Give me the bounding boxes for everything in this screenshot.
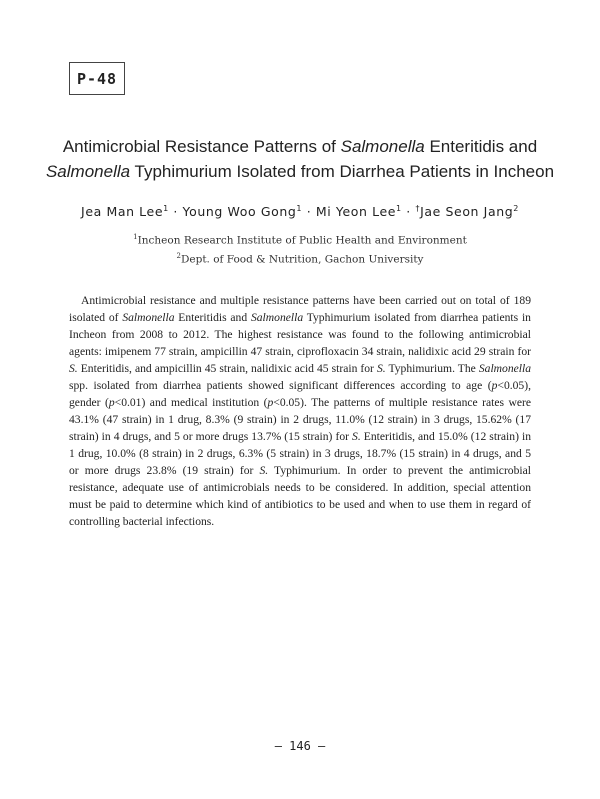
affiliation: $^1$Incheon Research Institute of Public Health and Environment — [133, 233, 467, 247]
author: †Jae Seon Jang$^2$ — [415, 204, 519, 220]
abstract-body: Antimicrobial resistance and multiple resistance patterns have been carried out on total of 189 isolated of Salmonella Enteritidis and Salmonella Typhimurium isolated from diarrhea patients in Incheon from 2008 to 2012. The highest resistance was found to the following antimicrobial agents: imipenem 77 strain, ampicillin 47 strain, ciprofloxacin 34 strain, nalidixic acid 29 strain for S. Enteritidis, and ampicillin 45 strain, nalidixic acid 45 strain for S. Typhimurium. The Salmonella spp. isolated from diarrhea patients showed significant differences according to age (p<0.05), gender (p<0.01) and medical institution (p<0.05). The patterns of multiple resistance rates were 43.1% (47 strain) in 1 drug, 8.3% (9 strain) in 2 drugs, 11.0% (12 strain) in 3 drugs, 15.62% (17 strain) in 4 drugs, and 5 or more drugs 13.7% (15 strain) for S. Enteritidis, and 15.0% (12 strain) in 1 drug, 10.0% (8 strain) in 2 drugs, 6.3% (5 strain) in 3 drugs, 18.7% (15 strain) in 4 drugs, and 5 or more drugs 23.8% (19 strain) for S. Typhimurium. In order to prevent the antimicrobial resistance, adequate use of antimicrobials needs to be considered. In addition, special attention must be paid to determine which kind of antibiotics to be used and when to use them in regard of controlling bacterial infections. — [69, 294, 532, 528]
affiliation: $^2$Dept. of Food & Nutrition, Gachon University — [176, 251, 424, 265]
poster-id-box — [69, 62, 125, 95]
author: Young Woo Gong$^1$ · — [182, 204, 316, 220]
title-text: Enteritidis and — [424, 137, 538, 156]
title-genus: Salmonella — [340, 137, 425, 156]
title-text: Typhimurium Isolated from Diarrhea Patients in Incheon — [130, 162, 555, 181]
page-number: – 146 – — [274, 739, 326, 753]
poster-id: P-48 — [76, 69, 118, 88]
affiliations — [40, 230, 560, 267]
title-genus: Salmonella — [45, 162, 131, 181]
title-text: Antimicrobial Resistance Patterns of — [62, 137, 341, 156]
author: Mi Yeon Lee$^1$ · — [315, 204, 416, 220]
author: Jea Man Lee$^1$ · — [81, 204, 183, 220]
paper-title — [40, 134, 560, 184]
author-list — [40, 204, 560, 219]
